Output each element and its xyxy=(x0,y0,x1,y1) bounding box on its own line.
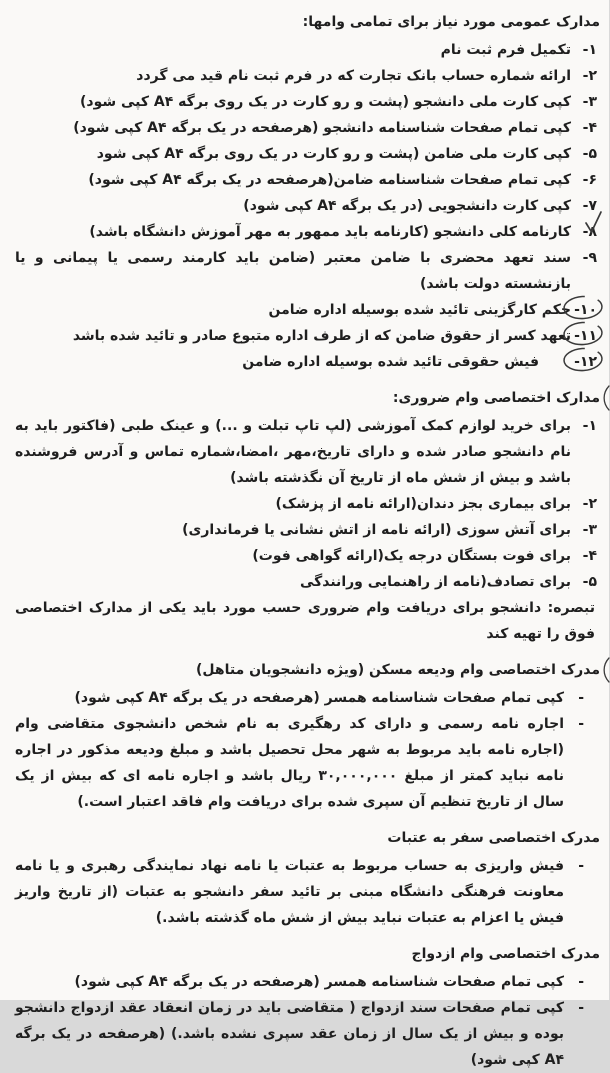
list-item xyxy=(15,219,600,245)
item-text: فیش حقوقی تائید شده بوسیله اداره ضامن xyxy=(242,354,539,370)
item-text: تکمیل فرم ثبت نام xyxy=(440,42,571,58)
list-item xyxy=(15,349,600,375)
section-title: مدرک اختصاصی سفر به عتبات xyxy=(387,830,600,846)
list-item xyxy=(15,63,600,89)
list-item xyxy=(15,969,600,995)
item-text: برای فوت بستگان درجه یک(ارائه گواهی فوت) xyxy=(252,548,571,564)
list-item xyxy=(15,569,600,595)
item-number: ۱- xyxy=(582,418,597,434)
item-dash: - xyxy=(578,858,584,874)
section-title: مدارک اختصاصی وام ضروری: xyxy=(15,385,600,411)
list-item xyxy=(15,141,600,167)
list-item xyxy=(15,115,600,141)
item-number: ۲- xyxy=(582,496,597,512)
section-title: مدرک اختصاصی وام ودیعه مسکن (ویژه دانشجویان متاهل) xyxy=(15,657,600,683)
item-text: کپی کارت ملی ضامن (پشت و رو کارت در یک روی برگه A۴ کپی شود xyxy=(96,146,571,162)
item-text: سند تعهد محضری با ضامن معتبر (ضامن باید کارمند رسمی یا پیمانی و یا بازنشسته دولت باشد) xyxy=(15,250,571,292)
item-text: حکم کارگزینی تائید شده بوسیله اداره ضامن xyxy=(268,302,571,318)
item-number: ۴- xyxy=(582,548,597,564)
list-item xyxy=(15,685,600,711)
item-text: تعهد کسر از حقوق ضامن که از طرف اداره متبوع صادر و تائید شده باشد xyxy=(72,328,571,344)
section-3 xyxy=(15,825,600,931)
section-title: مدارک عمومی مورد نیاز برای تمامی وامها: xyxy=(302,14,600,30)
section-title: مدرک اختصاصی وام ازدواج xyxy=(411,946,600,962)
item-text: کارنامه کلی دانشجو (کارنامه باید ممهور به مهر آموزش دانشگاه باشد) xyxy=(89,224,571,240)
item-number: ۳- xyxy=(582,94,597,110)
item-text: ارائه شماره حساب بانک تجارت که در فرم ثبت نام قید می گردد xyxy=(136,68,571,84)
item-text: کپی تمام صفحات سند ازدواج ( متقاضی باید در زمان انعقاد عقد ازدواج دانشجو بوده و بیش از یک سال از زمان عقد سپری نشده باشد.) (هرصفحه در یک برگه A۴ کپی شود) xyxy=(15,1000,564,1068)
item-text: برای بیماری بجز دندان(ارائه نامه از پزشک) xyxy=(275,496,571,512)
list-item xyxy=(15,167,600,193)
item-text: کپی تمام صفحات شناسنامه ضامن(هرصفحه در یک برگه A۴ کپی شود) xyxy=(88,172,571,188)
list-item xyxy=(15,517,600,543)
item-dash: - xyxy=(578,716,584,732)
item-text: کپی تمام صفحات شناسنامه همسر (هرصفحه در یک برگه A۴ کپی شود) xyxy=(74,974,564,990)
item-dash: - xyxy=(578,690,584,706)
pen-mark-icon xyxy=(601,657,610,683)
item-number: ۱۰- xyxy=(571,297,597,323)
item-dash: - xyxy=(578,1000,584,1016)
item-number: ۳- xyxy=(582,522,597,538)
item-number: ۱۱- xyxy=(571,323,597,349)
section-2 xyxy=(15,657,600,815)
item-number: ۱- xyxy=(582,42,597,58)
item-text: کپی تمام صفحات شناسنامه دانشجو (هرصفحه در یک برگه A۴ کپی شود) xyxy=(73,120,571,136)
pen-mark-icon xyxy=(601,385,610,411)
item-text: برای تصادف(نامه از راهنمایی ورانندگی xyxy=(299,574,571,590)
list-item xyxy=(15,323,600,349)
item-dash: - xyxy=(578,974,584,990)
item-number: ۶- xyxy=(582,172,597,188)
list-item xyxy=(15,853,600,931)
item-number: ۵- xyxy=(582,574,597,590)
item-number: ۹- xyxy=(582,250,597,266)
item-number: ۸- xyxy=(571,219,597,245)
list-item xyxy=(15,491,600,517)
item-number: ۱۲- xyxy=(571,349,597,375)
item-number: ۴- xyxy=(582,120,597,136)
section-1 xyxy=(15,385,600,647)
item-number: ۵- xyxy=(582,146,597,162)
list-item xyxy=(15,89,600,115)
item-text: کپی کارت ملی دانشجو (پشت و رو کارت در یک روی برگه A۴ کپی شود) xyxy=(80,94,571,110)
section-0 xyxy=(15,9,600,375)
list-item xyxy=(15,37,600,63)
list-item xyxy=(15,193,600,219)
list-item xyxy=(15,297,600,323)
list-item xyxy=(15,995,600,1073)
list-item xyxy=(15,711,600,815)
item-text: برای خرید لوازم کمک آموزشی (لپ تاپ تبلت و ...) و عینک طبی (فاکتور باید به نام دانشجو صادر شده و دارای تاریخ،مهر ،امضا،شماره تماس و آدرس فروشنده باشد و بیش از شش ماه از تاریخ آن نگذشته باشد) xyxy=(15,418,571,486)
list-item xyxy=(15,543,600,569)
item-text: کپی کارت دانشجویی (در یک برگه A۴ کپی شود) xyxy=(243,198,571,214)
item-text: برای آتش سوزی (ارائه نامه از اتش نشانی یا فرمانداری) xyxy=(182,522,571,538)
item-text: اجاره نامه رسمی و دارای کد رهگیری به نام شخص دانشجوی متقاضی وام (اجاره نامه باید مربوط به شهر محل تحصیل باشد و مبلغ ودیعه مذکور در اجاره نامه نباید کمتر از مبلغ ۳۰,۰۰۰,۰۰۰ ریال باشد و اجاره نامه ای که بیش از یک سال از تاریخ تنظیم آن سپری شده برای دریافت وام فاقد اعتبار است.) xyxy=(15,716,564,810)
list-item xyxy=(15,245,600,297)
item-text: فیش واریزی به حساب مربوط به عتبات یا نامه نهاد نمایندگی رهبری و یا نامه معاونت فرهنگی دانشگاه مبنی بر تائید سفر دانشجو به عتبات (از تاریخ واریز فیش یا اعزام به عتبات نباید بیش از شش ماه گذشته باشد.) xyxy=(15,858,564,926)
section-4 xyxy=(15,941,600,1073)
item-text: کپی تمام صفحات شناسنامه همسر (هرصفحه در یک برگه A۴ کپی شود) xyxy=(74,690,564,706)
list-item xyxy=(15,413,600,491)
note: تبصره: دانشجو برای دریافت وام ضروری حسب مورد باید یکی از مدارک اختصاصی فوق را تهیه کند xyxy=(15,600,595,642)
item-number: ۷- xyxy=(582,198,597,214)
item-number: ۲- xyxy=(582,68,597,84)
